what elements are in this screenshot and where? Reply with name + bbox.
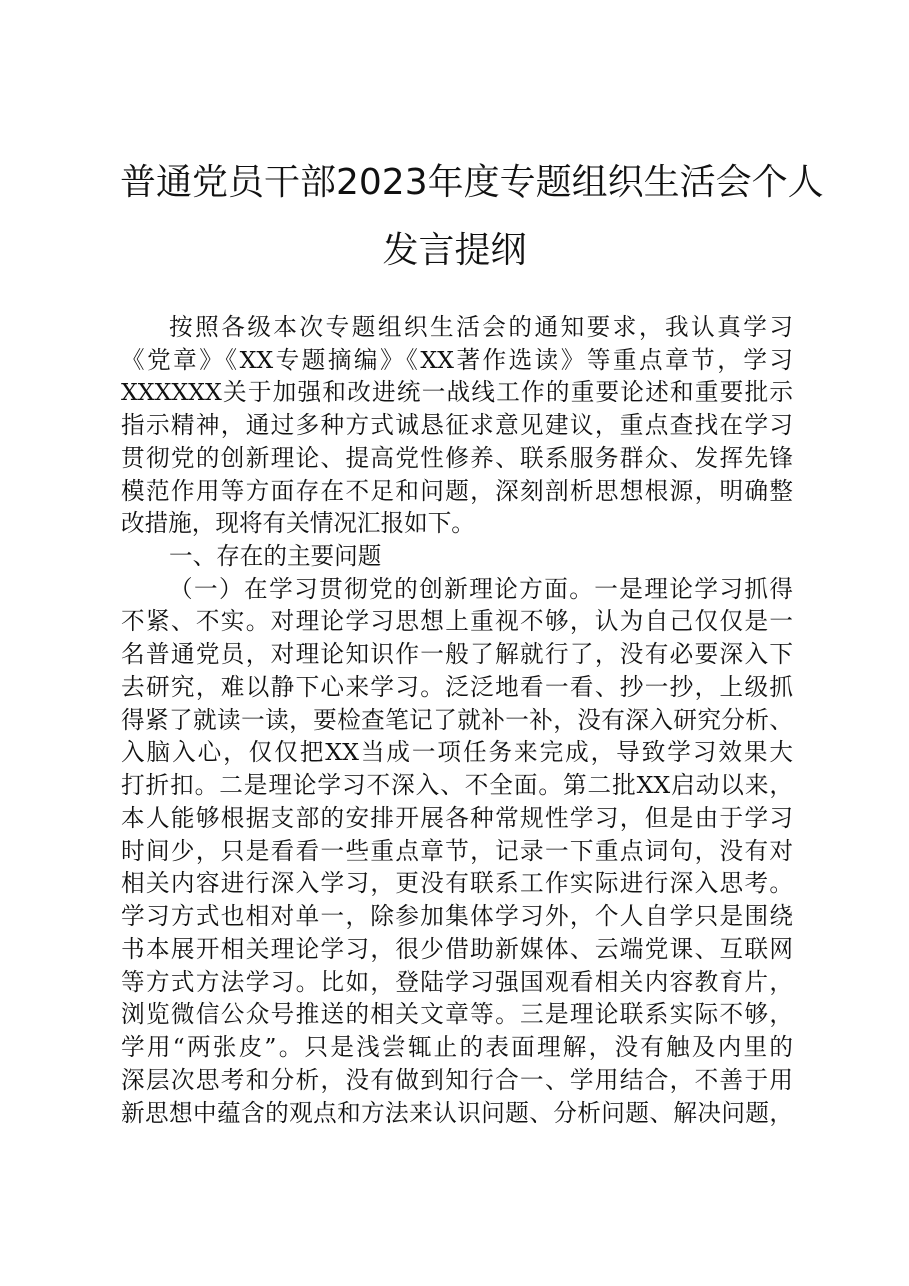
intro-line: 贯彻党的创新理论、提高党性修养、联系服务群众、发挥先锋	[121, 444, 793, 472]
body-line: 得紧了就读一读，要检查笔记了就补一补，没有深入研究分析、	[121, 706, 793, 734]
intro-line: 《党章》《XX专题摘编》《XX著作选读》等重点章节，学习	[121, 346, 793, 374]
intro-line: 模范作用等方面存在不足和问题，深刻剖析思想根源，明确整	[121, 477, 793, 505]
body-line: 深层次思考和分析，没有做到知行合一、学用结合，不善于用	[121, 1066, 793, 1094]
intro-line: XXXXXX关于加强和改进统一战线工作的重要论述和重要批示	[121, 378, 793, 406]
body-line: 入脑入心，仅仅把XX当成一项任务来完成，导致学习效果大	[121, 738, 793, 766]
body-line: 打折扣。二是理论学习不深入、不全面。第二批XX启动以来，	[121, 771, 793, 799]
body-line: 去研究，难以静下心来学习。泛泛地看一看、抄一抄，上级抓	[121, 673, 793, 701]
section-heading: 一、存在的主要问题	[169, 542, 382, 570]
body-line: 书本展开相关理论学习，很少借助新媒体、云端党课、互联网	[121, 935, 793, 963]
body-line: 时间少，只是看看一些重点章节，记录一下重点词句，没有对	[121, 837, 793, 865]
body-line: 新思想中蕴含的观点和方法来认识问题、分析问题、解决问题，	[121, 1099, 793, 1127]
body-line: 学用“两张皮”。只是浅尝辄止的表面理解，没有触及内里的	[121, 1033, 793, 1061]
document-title-line-2: 发言提纲	[382, 230, 527, 271]
body-line: 浏览微信公众号推送的相关文章等。三是理论联系实际不够，	[121, 1000, 793, 1028]
intro-line: 改措施，现将有关情况汇报如下。	[121, 509, 475, 537]
body-line: 本人能够根据支部的安排开展各种常规性学习，但是由于学习	[121, 804, 793, 832]
document-title-line-1: 普通党员干部2023年度专题组织生活会个人	[120, 162, 824, 203]
body-line: 学习方式也相对单一，除参加集体学习外，个人自学只是围绕	[121, 902, 793, 930]
body-line: 名普通党员，对理论知识作一般了解就行了，没有必要深入下	[121, 640, 793, 668]
body-line: 等方式方法学习。比如，登陆学习强国观看相关内容教育片，	[121, 968, 793, 996]
body-line: 不紧、不实。对理论学习思想上重视不够，认为自己仅仅是一	[121, 607, 793, 635]
intro-line: 指示精神，通过多种方式诚恳征求意见建议，重点查找在学习	[121, 411, 793, 439]
intro-line: 按照各级本次专题组织生活会的通知要求，我认真学习	[169, 313, 793, 341]
body-line: （一）在学习贯彻党的创新理论方面。一是理论学习抓得	[169, 575, 793, 603]
body-line: 相关内容进行深入学习，更没有联系工作实际进行深入思考。	[121, 869, 793, 897]
